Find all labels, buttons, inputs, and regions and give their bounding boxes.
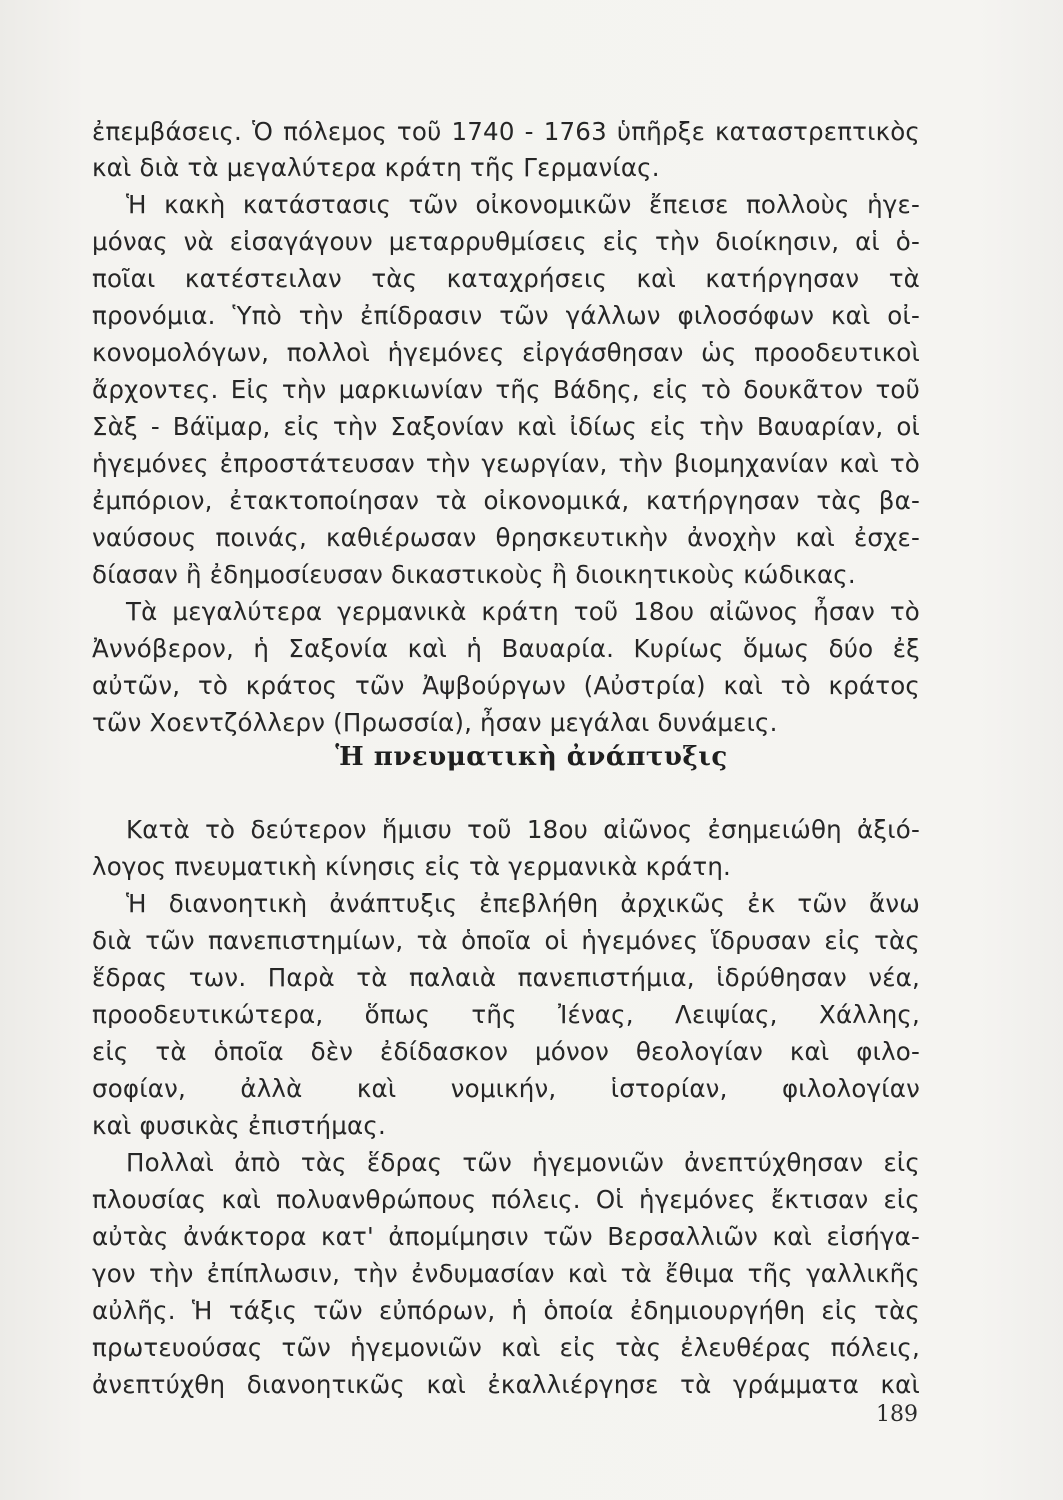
- text-line: διὰ τῶν πανεπιστημίων, τὰ ὁποῖα οἱ ἡγεμόνες ἵδρυσαν εἰς τὰς: [92, 926, 920, 955]
- text-line: Ἡ διανοητικὴ ἀνάπτυξις ἐπεβλήθη ἀρχικῶς ἐκ τῶν ἄνω: [126, 889, 920, 918]
- text-line: Ἀννόβερον, ἡ Σαξονία καὶ ἡ Βαυαρία. Κυρίως ὅμως δύο ἐξ: [92, 634, 920, 663]
- text-line: ποῖαι κατέστειλαν τὰς καταχρήσεις καὶ κατήργησαν τὰ: [92, 264, 920, 293]
- text-line: αὐλῆς. Ἡ τάξις τῶν εὐπόρων, ἡ ὁποία ἐδημιουργήθη εἰς τὰς: [92, 1296, 920, 1325]
- text-line: πλουσίας καὶ πολυανθρώπους πόλεις. Οἱ ἡγεμόνες ἔκτισαν εἰς: [92, 1185, 920, 1214]
- text-line: λογος πνευματικὴ κίνησις εἰς τὰ γερμανικὰ κράτη.: [92, 852, 732, 881]
- text-line: Ἡ κακὴ κατάστασις τῶν οἰκονομικῶν ἔπεισε πολλοὺς ἡγε-: [126, 190, 920, 219]
- text-line: Σὰξ - Βάϊμαρ, εἰς τὴν Σαξονίαν καὶ ἰδίως εἰς τὴν Βαυαρίαν, οἱ: [92, 412, 920, 441]
- text-line: πρωτευούσας τῶν ἡγεμονιῶν καὶ εἰς τὰς ἐλευθέρας πόλεις,: [92, 1333, 920, 1362]
- text-line: γον τὴν ἐπίπλωσιν, τὴν ἐνδυμασίαν καὶ τὰ ἔθιμα τῆς γαλλικῆς: [92, 1259, 920, 1288]
- text-line: τῶν Χοεντζόλλερν (Πρωσσία), ἦσαν μεγάλαι δυνάμεις.: [92, 708, 778, 737]
- section-heading: Ἡ πνευματικὴ ἀνάπτυξις: [335, 742, 728, 772]
- text-line: ἀνεπτύχθη διανοητικῶς καὶ ἐκαλλιέργησε τὰ γράμματα καὶ: [92, 1370, 920, 1399]
- text-line: ἐπεμβάσεις. Ὁ πόλεμος τοῦ 1740 - 1763 ὑπῆρξε καταστρεπτικὸς: [92, 117, 920, 146]
- text-line: Κατὰ τὸ δεύτερον ἥμισυ τοῦ 18ου αἰῶνος ἐσημειώθη ἀξιό-: [126, 815, 920, 844]
- text-line: δίασαν ἢ ἐδημοσίευσαν δικαστικοὺς ἢ διοικητικοὺς κώδικας.: [92, 560, 856, 589]
- text-line: ἄρχοντες. Εἰς τὴν μαρκιωνίαν τῆς Βάδης, εἰς τὸ δουκᾶτον τοῦ: [92, 375, 920, 404]
- text-line: καὶ διὰ τὰ μεγαλύτερα κράτη τῆς Γερμανίας.: [92, 153, 660, 182]
- text-line: ἕδρας των. Παρὰ τὰ παλαιὰ πανεπιστήμια, ἱδρύθησαν νέα,: [92, 963, 920, 992]
- text-line: αὐτῶν, τὸ κράτος τῶν Ἀψβούργων (Αὐστρία) καὶ τὸ κράτος: [92, 671, 920, 700]
- text-line: ἐμπόριον, ἐτακτοποίησαν τὰ οἰκονομικά, κατήργησαν τὰς βα-: [92, 486, 920, 515]
- text-line: Πολλαὶ ἀπὸ τὰς ἕδρας τῶν ἡγεμονιῶν ἀνεπτύχθησαν εἰς: [126, 1148, 920, 1177]
- text-line: σοφίαν, ἀλλὰ καὶ νομικήν, ἱστορίαν, φιλολογίαν: [92, 1074, 920, 1103]
- text-line: Τὰ μεγαλύτερα γερμανικὰ κράτη τοῦ 18ου αἰῶνος ἦσαν τὸ: [126, 597, 920, 626]
- text-line: κονομολόγων, πολλοὶ ἡγεμόνες εἰργάσθησαν ὡς προοδευτικοὶ: [92, 338, 920, 367]
- text-line: προοδευτικώτερα, ὅπως τῆς Ἰένας, Λειψίας, Χάλλης,: [92, 1000, 920, 1029]
- page-number: 189: [876, 1402, 918, 1427]
- text-line: μόνας νὰ εἰσαγάγουν μεταρρυθμίσεις εἰς τὴν διοίκησιν, αἱ ὁ-: [92, 227, 920, 256]
- text-line: καὶ φυσικὰς ἐπιστήμας.: [92, 1111, 386, 1140]
- text-line: εἰς τὰ ὁποῖα δὲν ἐδίδασκον μόνον θεολογίαν καὶ φιλο-: [92, 1037, 920, 1066]
- text-line: ναύσους ποινάς, καθιέρωσαν θρησκευτικὴν ἀνοχὴν καὶ ἐσχε-: [92, 523, 920, 552]
- text-line: αὐτὰς ἀνάκτορα κατ' ἀπομίμησιν τῶν Βερσαλλιῶν καὶ εἰσήγα-: [92, 1222, 920, 1251]
- text-line: ἡγεμόνες ἐπροστάτευσαν τὴν γεωργίαν, τὴν βιομηχανίαν καὶ τὸ: [92, 449, 920, 478]
- text-line: προνόμια. Ὑπὸ τὴν ἐπίδρασιν τῶν γάλλων φιλοσόφων καὶ οἰ-: [92, 301, 920, 330]
